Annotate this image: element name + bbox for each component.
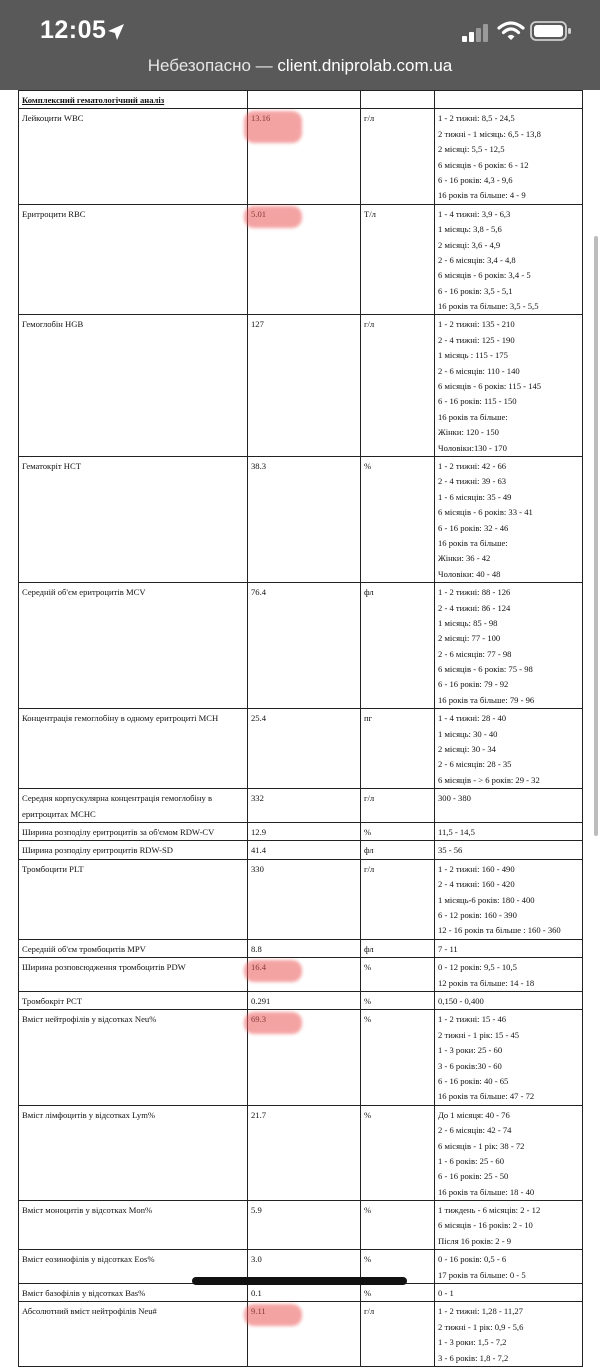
reference-line: 1 - 4 тижні: 3,9 - 6,3 bbox=[438, 208, 511, 219]
test-value: 332 bbox=[248, 789, 361, 823]
reference-range bbox=[435, 859, 583, 939]
test-unit: г/л bbox=[361, 315, 435, 457]
test-name: Еритроцити RBC bbox=[19, 204, 248, 315]
test-name: Вміст нейтрофілів у відсотках Neu% bbox=[19, 1010, 248, 1105]
test-name: Ширина розповсюдження тромбоцитів PDW bbox=[19, 958, 248, 992]
test-unit: фл bbox=[361, 939, 435, 957]
reference-line: 0 - 12 років: 9,5 - 10,5 bbox=[438, 962, 517, 973]
reference-line: 1 - 2 тижні: 135 - 210 bbox=[438, 319, 515, 330]
reference-line: 2 - 6 місяців: 3,4 - 4,8 bbox=[438, 254, 516, 265]
reference-line: 0 - 16 років: 0,5 - 6 bbox=[438, 1254, 507, 1265]
scrollbar[interactable] bbox=[594, 236, 598, 836]
test-name: Вміст моноцитів у відсотках Mon% bbox=[19, 1201, 248, 1250]
reference-range bbox=[435, 1302, 583, 1367]
battery-icon bbox=[530, 20, 572, 42]
reference-line: 6 - 16 років: 32 - 46 bbox=[438, 522, 509, 533]
reference-line: 300 - 380 bbox=[438, 793, 471, 804]
reference-line: 2 тижні - 1 рік: 15 - 45 bbox=[438, 1029, 520, 1040]
address-bar[interactable] bbox=[0, 56, 600, 86]
test-value: 21.7 bbox=[248, 1105, 361, 1200]
reference-line: 0 - 1 bbox=[438, 1288, 454, 1299]
test-name: Концентрація гемоглобіну в одному еритроциті MCH bbox=[19, 709, 248, 789]
reference-line: 3 - 6 років: 1,8 - 7,2 bbox=[438, 1352, 509, 1363]
reference-range bbox=[435, 1105, 583, 1200]
reference-line: 1 місяць: 30 - 40 bbox=[438, 728, 498, 739]
test-name: Абсолютний вміст нейтрофілів Neu# bbox=[19, 1302, 248, 1367]
reference-line: 0,150 - 0,400 bbox=[438, 995, 484, 1006]
results-table bbox=[18, 90, 583, 1367]
reference-line: Чоловіки: 40 - 48 bbox=[438, 568, 501, 579]
reference-line: 6 - 16 років: 115 - 150 bbox=[438, 396, 517, 407]
reference-line: 1 - 2 тижні: 42 - 66 bbox=[438, 461, 507, 471]
table-row bbox=[19, 939, 583, 957]
highlight-mark bbox=[244, 206, 302, 228]
table-row bbox=[19, 315, 583, 457]
table-row bbox=[19, 1284, 583, 1302]
reference-range bbox=[435, 823, 583, 841]
highlight-mark bbox=[244, 1304, 302, 1326]
reference-line: 3 - 6 років:30 - 60 bbox=[438, 1060, 502, 1071]
reference-line: 6 - 16 років: 3,5 - 5,1 bbox=[438, 285, 513, 296]
test-unit: % bbox=[361, 823, 435, 841]
test-value: 76.4 bbox=[248, 583, 361, 709]
test-unit: % bbox=[361, 1201, 435, 1250]
table-row bbox=[19, 823, 583, 841]
reference-range bbox=[435, 1010, 583, 1105]
highlight-mark bbox=[244, 111, 302, 143]
test-unit: % bbox=[361, 1284, 435, 1302]
test-name: Лейкоцити WBC bbox=[19, 109, 248, 204]
reference-line: 1 місяць: 3,8 - 5,6 bbox=[438, 224, 502, 235]
test-name: Гематокріт HCT bbox=[19, 457, 248, 583]
reference-line: 2 - 4 тижні: 86 - 124 bbox=[438, 602, 511, 613]
test-unit: % bbox=[361, 1250, 435, 1284]
table-row bbox=[19, 1105, 583, 1200]
reference-line: 6 - 16 років: 25 - 50 bbox=[438, 1171, 509, 1182]
test-name: Тромбоцити PLT bbox=[19, 859, 248, 939]
reference-line: 6 - 12 років: 160 - 390 bbox=[438, 910, 517, 920]
reference-range bbox=[435, 583, 583, 709]
table-row bbox=[19, 789, 583, 823]
reference-line: 1 - 3 роки: 25 - 60 bbox=[438, 1045, 503, 1056]
reference-line: 1 місяць: 85 - 98 bbox=[438, 617, 498, 628]
reference-line: 1 - 2 тижні: 8,5 - 24,5 bbox=[438, 113, 515, 124]
report-document bbox=[0, 90, 600, 1363]
reference-range bbox=[435, 1284, 583, 1302]
reference-line: Після 16 років: 2 - 9 bbox=[438, 1235, 512, 1246]
reference-line: 2 - 6 місяців: 77 - 98 bbox=[438, 648, 512, 659]
section-title: Комплексний гематологічний аналіз bbox=[19, 91, 248, 109]
test-unit: % bbox=[361, 1105, 435, 1200]
reference-line: 2 тижні - 1 рік: 0,9 - 5,6 bbox=[438, 1321, 524, 1332]
reference-range bbox=[435, 709, 583, 789]
reference-line: 16 років та більше: bbox=[438, 411, 508, 422]
table-row bbox=[19, 841, 583, 859]
table-row bbox=[19, 583, 583, 709]
test-value: 0.291 bbox=[248, 991, 361, 1009]
reference-line: 17 років та більше: 0 - 5 bbox=[438, 1269, 526, 1280]
reference-line: 6 місяців - 6 років: 33 - 41 bbox=[438, 507, 533, 518]
reference-line: 1 - 3 роки: 1,5 - 7,2 bbox=[438, 1337, 507, 1348]
test-name: Ширина розподілу еритроцитів RDW-SD bbox=[19, 841, 248, 859]
reference-line: 1 місяць-6 років: 180 - 400 bbox=[438, 894, 535, 905]
reference-range bbox=[435, 841, 583, 859]
test-value: 5.9 bbox=[248, 1201, 361, 1250]
reference-range bbox=[435, 109, 583, 204]
test-value: 25.4 bbox=[248, 709, 361, 789]
reference-line: 2 - 6 місяців: 110 - 140 bbox=[438, 365, 520, 376]
reference-line: 16 років та більше: 4 - 9 bbox=[438, 190, 526, 201]
reference-line: 2 - 4 тижні: 125 - 190 bbox=[438, 334, 515, 345]
test-unit: г/л bbox=[361, 789, 435, 823]
reference-line: 2 місяці: 30 - 34 bbox=[438, 744, 496, 755]
test-unit: % bbox=[361, 958, 435, 992]
reference-line: 16 років та більше: 79 - 96 bbox=[438, 694, 535, 705]
table-row bbox=[19, 991, 583, 1009]
reference-line: 6 місяців - 6 років: 3,4 - 5 bbox=[438, 270, 531, 281]
reference-line: 6 місяців - 6 років: 6 - 12 bbox=[438, 159, 529, 170]
reference-line: 16 років та більше: 47 - 72 bbox=[438, 1091, 535, 1102]
reference-line: 6 місяців - > 6 років: 29 - 32 bbox=[438, 774, 540, 785]
reference-line: 6 місяців - 16 років: 2 - 10 bbox=[438, 1220, 533, 1231]
reference-range bbox=[435, 204, 583, 315]
test-unit: фл bbox=[361, 583, 435, 709]
test-unit: % bbox=[361, 991, 435, 1009]
reference-line: 2 місяці: 3,6 - 4,9 bbox=[438, 239, 501, 250]
reference-line: 6 - 16 років: 40 - 65 bbox=[438, 1075, 509, 1086]
test-name: Гемоглобін HGB bbox=[19, 315, 248, 457]
reference-line: 2 місяці: 5,5 - 12,5 bbox=[438, 144, 505, 155]
test-value: 3.0 bbox=[248, 1250, 361, 1284]
highlight-mark bbox=[244, 1012, 302, 1034]
test-value: 0.1 bbox=[248, 1284, 361, 1302]
test-name: Тромбокріт PCT bbox=[19, 991, 248, 1009]
reference-range bbox=[435, 1201, 583, 1250]
reference-line: 16 років та більше: 18 - 40 bbox=[438, 1186, 535, 1197]
wifi-icon bbox=[497, 20, 525, 42]
reference-line: 11,5 - 14,5 bbox=[438, 827, 475, 838]
reference-line: 1 - 6 років: 25 - 60 bbox=[438, 1155, 504, 1166]
reference-line: 1 тиждень - 6 місяців: 2 - 12 bbox=[438, 1205, 541, 1216]
test-unit: г/л bbox=[361, 1302, 435, 1367]
test-unit: Т/л bbox=[361, 204, 435, 315]
test-unit: % bbox=[361, 457, 435, 583]
status-bar bbox=[0, 0, 600, 90]
reference-line: Жінки: 120 - 150 bbox=[438, 427, 499, 438]
reference-range bbox=[435, 457, 583, 583]
test-name: Середній об'єм еритроцитів MCV bbox=[19, 583, 248, 709]
reference-line: 2 - 4 тижні: 160 - 420 bbox=[438, 879, 515, 890]
table-row bbox=[19, 457, 583, 583]
table-row bbox=[19, 859, 583, 939]
reference-line: 1 - 2 тижні: 1,28 - 11,27 bbox=[438, 1306, 523, 1317]
test-name: Ширина розподілу еритроцитів за об'ємом RDW-CV bbox=[19, 823, 248, 841]
reference-line: 1 місяць : 115 - 175 bbox=[438, 350, 508, 361]
reference-line: 2 - 6 місяців: 28 - 35 bbox=[438, 759, 512, 770]
reference-range bbox=[435, 789, 583, 823]
signal-icon bbox=[462, 24, 490, 42]
section-header-row bbox=[19, 91, 583, 109]
reference-line: 1 - 6 місяців: 35 - 49 bbox=[438, 491, 512, 502]
reference-line: 12 років та більше: 14 - 18 bbox=[438, 977, 535, 988]
reference-line: 1 - 2 тижні: 160 - 490 bbox=[438, 863, 515, 874]
reference-line: 16 років та більше: bbox=[438, 537, 508, 548]
reference-line: 6 місяців - 6 років: 75 - 98 bbox=[438, 664, 533, 675]
reference-line: 6 місяців - 1 рік: 38 - 72 bbox=[438, 1140, 525, 1151]
reference-line: 1 - 2 тижні: 88 - 126 bbox=[438, 587, 511, 598]
test-unit: % bbox=[361, 1010, 435, 1105]
reference-range bbox=[435, 939, 583, 957]
reference-line: До 1 місяця: 40 - 76 bbox=[438, 1109, 510, 1120]
clock: 12:05 bbox=[40, 16, 107, 44]
reference-range bbox=[435, 958, 583, 992]
reference-line: 6 - 16 років: 4,3 - 9,6 bbox=[438, 174, 513, 185]
reference-line: 35 - 56 bbox=[438, 845, 463, 856]
reference-line: 1 - 4 тижні: 28 - 40 bbox=[438, 713, 507, 724]
test-name: Вміст еозинофілів у відсотках Eos% bbox=[19, 1250, 248, 1284]
test-value: 12.9 bbox=[248, 823, 361, 841]
security-warning: Небезопасно — bbox=[147, 56, 273, 75]
reference-line: Жінки: 36 - 42 bbox=[438, 553, 491, 564]
test-value: 41.4 bbox=[248, 841, 361, 859]
table-row bbox=[19, 1201, 583, 1250]
location-arrow-icon bbox=[106, 22, 126, 42]
reference-line: 2 - 6 місяців: 42 - 74 bbox=[438, 1125, 512, 1136]
reference-line: Чоловіки:130 - 170 bbox=[438, 442, 507, 453]
test-name: Вміст базофілів у відсотках Bas% bbox=[19, 1284, 248, 1302]
test-unit: пг bbox=[361, 709, 435, 789]
test-unit: г/л bbox=[361, 859, 435, 939]
test-name: Середній об'єм тромбоцитів MPV bbox=[19, 939, 248, 957]
test-value: 38.3 bbox=[248, 457, 361, 583]
reference-line: 6 - 16 років: 79 - 92 bbox=[438, 679, 509, 690]
test-unit: фл bbox=[361, 841, 435, 859]
reference-line: 2 - 4 тижні: 39 - 63 bbox=[438, 476, 507, 487]
test-unit: г/л bbox=[361, 109, 435, 204]
reference-line: 6 місяців - 6 років: 115 - 145 bbox=[438, 381, 542, 392]
test-value: 330 bbox=[248, 859, 361, 939]
reference-line: 2 тижні - 1 місяць: 6,5 - 13,8 bbox=[438, 128, 541, 139]
reference-line: 1 - 2 тижні: 15 - 46 bbox=[438, 1014, 507, 1025]
reference-line: 7 - 11 bbox=[438, 943, 458, 954]
test-name: Середня корпускулярна концентрація гемоглобіну в еритроцитах MCHC bbox=[19, 789, 248, 823]
test-value: 127 bbox=[248, 315, 361, 457]
highlight-mark bbox=[244, 960, 302, 982]
reference-line: 12 - 16 років та більше : 160 - 360 bbox=[438, 925, 561, 936]
reference-range bbox=[435, 1250, 583, 1284]
home-indicator[interactable] bbox=[192, 1277, 407, 1285]
test-name: Вміст лімфоцитів у відсотках Lym% bbox=[19, 1105, 248, 1200]
table-row bbox=[19, 709, 583, 789]
reference-range bbox=[435, 315, 583, 457]
reference-line: 16 років та більше: 3,5 - 5,5 bbox=[438, 301, 539, 312]
page-url: client.dniprolab.com.ua bbox=[277, 56, 453, 75]
reference-line: 2 місяці: 77 - 100 bbox=[438, 633, 501, 644]
test-value: 8.8 bbox=[248, 939, 361, 957]
reference-range bbox=[435, 991, 583, 1009]
